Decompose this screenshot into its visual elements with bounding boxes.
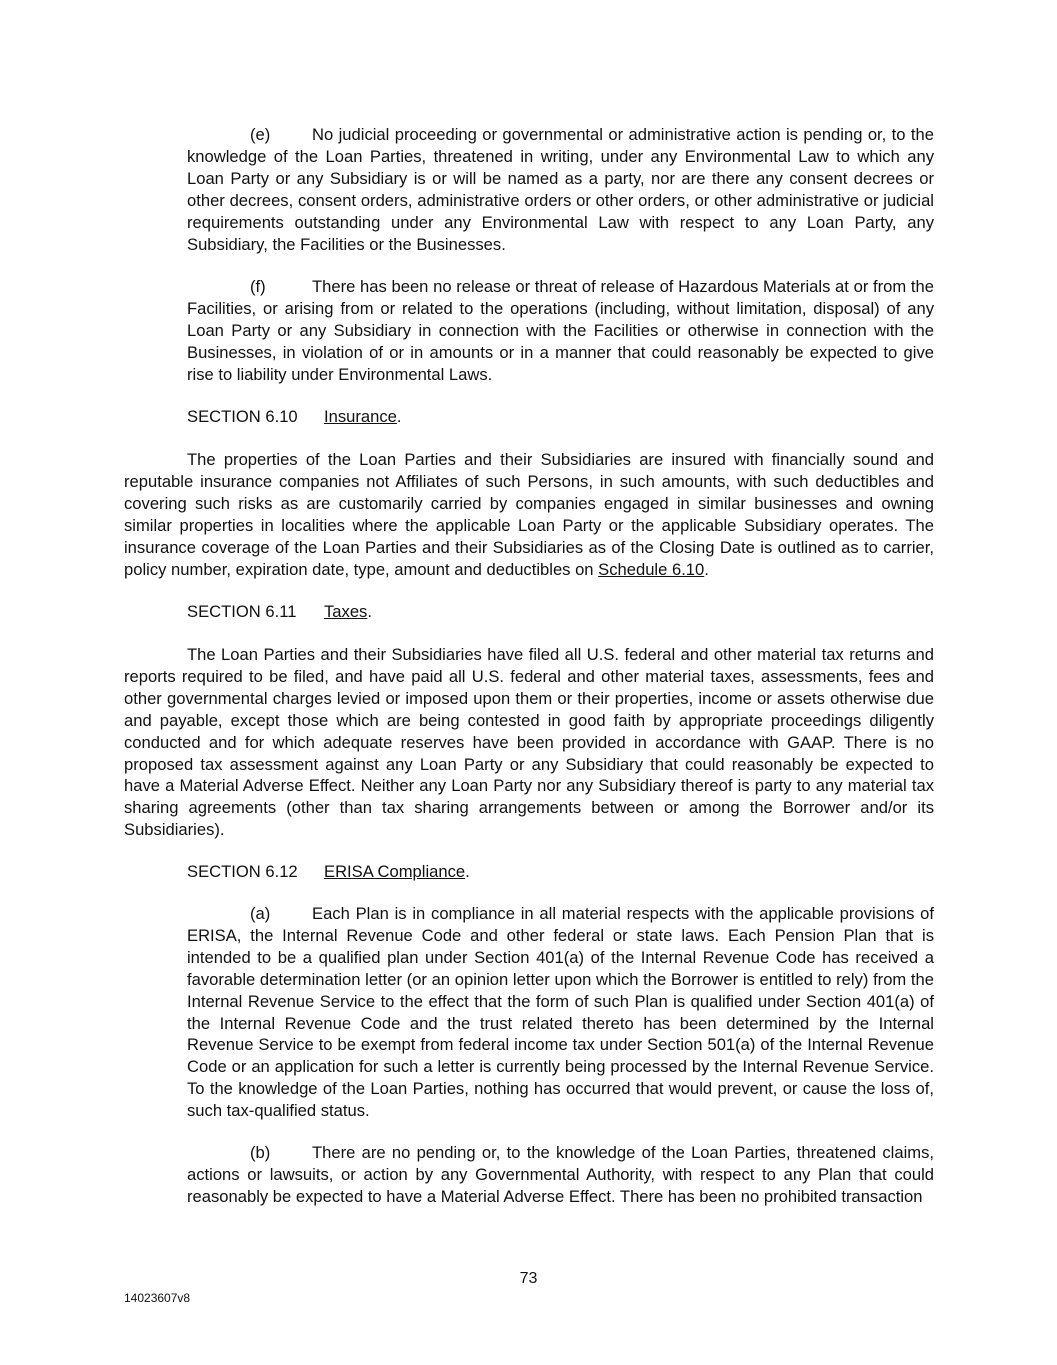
paragraph-text: Each Plan is in compliance in all material respects with the applicable provisions of ERISA, the Internal Revenue Code and other federal or state laws. Each Pension Plan that is intended to be a qualified plan under Section 401(a) of the Internal Revenue Code has received a favorable determination letter (or an opinion letter upon which the Borrower is entitled to rely) from the Internal Revenue Service to the effect that the form of such Plan is qualified under Section 401(a) of the Internal Revenue Code and the trust related thereto has been determined by the Internal Revenue Service to be exempt from federal income tax under Section 501(a) of the Internal Revenue Code or an application for such a letter is currently being processed by the Internal Revenue Service. To the knowledge of the Loan Parties, nothing has occurred that would prevent, or cause the loss of, such tax-qualified status. [187,904,934,1121]
paragraph-text: There are no pending or, to the knowledge of the Loan Parties, threatened claims, actions or lawsuits, or action by any Governmental Authority, with respect to any Plan that could reasonably be expected to have a Material Adverse Effect. There has been no prohibited transaction [187,1143,934,1206]
paragraph-text: No judicial proceeding or governmental or administrative action is pending or, to the knowledge of the Loan Parties, threatened in writing, under any Environmental Law to which any Loan Party or any Subsidiary is or will be named as a party, nor are there any consent decrees or other decrees, consent orders, administrative orders or other orders, or other administrative or judicial requirements outstanding under any Environmental Law with respect to any Loan Party, any Subsidiary, the Facilities or the Businesses. [187,125,934,254]
section-number: SECTION 6.11 [187,602,297,621]
schedule-reference: Schedule 6.10 [598,559,705,579]
section-number: SECTION 6.10 [187,407,298,426]
section-title: Taxes [324,602,368,621]
section-title: Insurance [324,407,397,426]
paragraph-marker: (b) [250,1143,271,1162]
paragraph-erisa-a [187,903,934,1122]
paragraph-text: The properties of the Loan Parties and their Subsidiaries are insured with financially sound and reputable insurance companies not Affiliates of such Persons, in such amounts, with such deductibles and covering such risks as are customarily carried by companies engaged in similar businesses and owning similar properties in localities where the applicable Loan Party or the applicable Subsidiary operates. The insurance coverage of the Loan Parties and their Subsidiaries as of the Closing Date is outlined as to carrier, policy number, expiration date, type, amount and deductibles on [124,450,934,579]
page-number: 73 [519,1270,538,1287]
section-title-end: . [367,602,372,621]
paragraph-marker: (f) [250,277,266,296]
section-heading-taxes [187,601,372,623]
paragraph-insurance [124,449,934,580]
section-heading-erisa [187,861,470,883]
paragraph-env-e [187,124,934,255]
paragraph-text: There has been no release or threat of release of Hazardous Materials at or from the Facilities, or arising from or related to the operations (including, without limitation, disposal) of any Loan Party or any Subsidiary in connection with the Facilities or otherwise in connection with the Businesses, in violation of or in amounts or in a manner that could reasonably be expected to give rise to liability under Environmental Laws. [187,277,934,384]
paragraph-env-f [187,276,934,386]
section-title-end: . [396,407,402,426]
section-title-end: . [465,862,470,881]
section-heading-insurance [187,406,402,428]
section-number: SECTION 6.12 [187,862,298,881]
section-title: ERISA Compliance [324,862,466,881]
paragraph-marker: (e) [250,125,271,144]
document-id: 14023607v8 [124,1291,191,1305]
paragraph-end: . [704,559,709,579]
paragraph-text: The Loan Parties and their Subsidiaries have filed all U.S. federal and other material tax returns and reports required to be filed, and have paid all U.S. federal and other material taxes, assessments, fees and other governmental charges levied or imposed upon them or their properties, income or assets otherwise due and payable, except those which are being contested in good faith by appropriate proceedings diligently conducted and for which adequate reserves have been provided in accordance with GAAP. There is no proposed tax assessment against any Loan Party or any Subsidiary that could reasonably be expected to have a Material Adverse Effect. Neither any Loan Party nor any Subsidiary thereof is party to any material tax sharing agreements (other than tax sharing arrangements between or among the Borrower and/or its Subsidiaries). [124,645,934,840]
paragraph-marker: (a) [250,904,271,923]
paragraph-taxes [124,644,934,841]
paragraph-erisa-b [187,1142,934,1208]
